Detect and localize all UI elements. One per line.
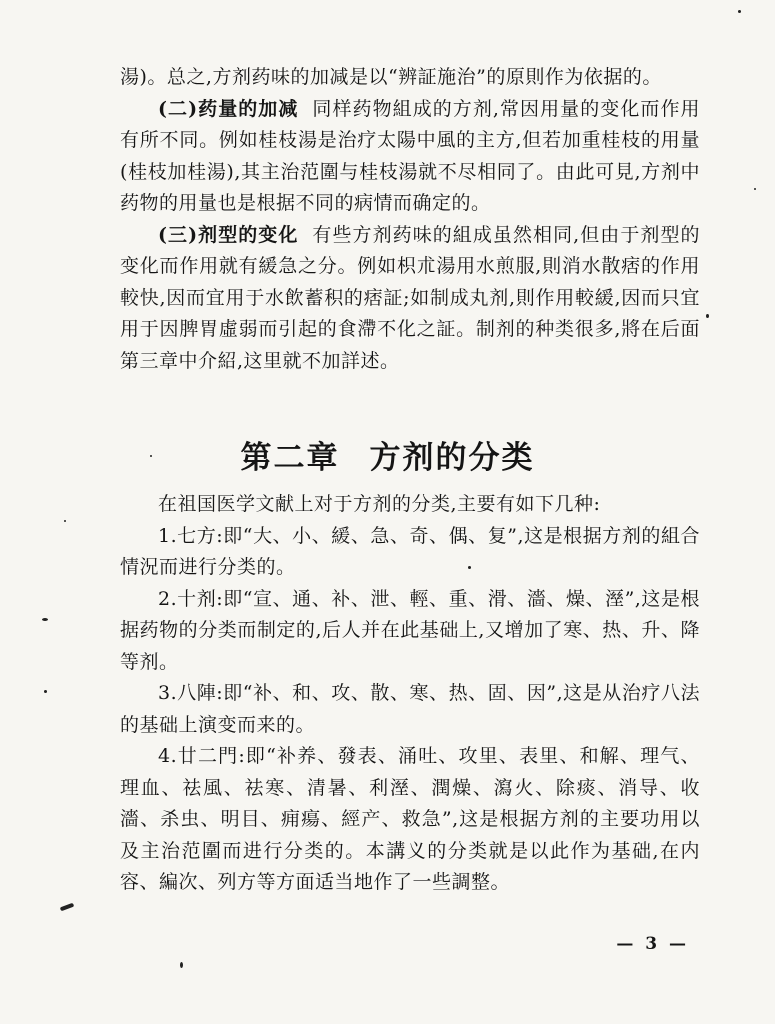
paragraph-dosage xyxy=(120,94,700,220)
paragraph-dosage-body: 同样药物組成的方剂,常因用量的变化而作用有所不同。例如桂枝湯是治疗太陽中風的主方,但若加重桂枝的用量(桂枝加桂湯),其主治范圍与桂枝湯就不尽相同了。由此可見,方剂中药物的用量也是根据不同的病情而确定的。 xyxy=(120,97,700,214)
page-number: — 3 — xyxy=(616,934,689,954)
scan-speck xyxy=(42,618,48,621)
chapter-name: 方剂的分类 xyxy=(369,440,535,476)
chapter-number: 第二章 xyxy=(240,440,340,476)
paragraph-form-body: 有些方剂药味的組成虽然相同,但由于剂型的变化而作用就有緩急之分。例如枳朮湯用水煎服,則消水散痞的作用較快,因而宜用于水飲蓄积的痞証;如制成丸剂,則作用較緩,因而只宜用于因脾胃虛弱而引起的食滯不化之証。制剂的种类很多,將在后面第三章中介紹,这里就不加詳述。 xyxy=(120,223,700,372)
upper-text-block xyxy=(120,62,700,377)
paragraph-intro: 在祖国医学文献上对于方剂的分类,主要有如下几种: xyxy=(158,493,601,515)
paragraph-continuation: 湯)。总之,方剂药味的加减是以“辨証施治”的原則作为依据的。 xyxy=(120,66,662,88)
paragraph-form xyxy=(120,220,700,378)
scan-speck xyxy=(180,962,183,968)
section-heading-form: (三)剂型的变化 xyxy=(158,223,299,246)
scan-speck xyxy=(150,455,152,457)
list-item-ten-preparations: 2.十剂:即“宣、通、补、泄、輕、重、滑、濇、燥、溼”,这是根据药物的分类而制定的,后人并在此基础上,又增加了寒、热、升、降等剂。 xyxy=(120,587,700,673)
scan-speck xyxy=(754,188,756,190)
chapter-title xyxy=(0,432,775,477)
scan-speck xyxy=(468,566,471,569)
scan-speck xyxy=(706,314,709,318)
list-item-twenty-two-categories: 4.廿二門:即“补养、發表、涌吐、攻里、表里、和解、理气、理血、祛風、祛寒、清暑、利溼、潤燥、瀉火、除痰、消导、收濇、杀虫、明目、痈瘍、經产、救急”,这是根据方剂的主要功用以及主治范圍而进行分类的。本講义的分类就是以此作为基础,在内容、編次、列方等方面适当地作了一些調整。 xyxy=(120,745,700,893)
list-item-seven-formulas: 1.七方:即“大、小、緩、急、奇、偶、复”,这是根据方剂的組合情況而进行分类的。 xyxy=(120,524,700,578)
scan-speck xyxy=(44,690,47,693)
lower-text-block xyxy=(120,489,700,899)
list-item-eight-arrays: 3.八陣:即“补、和、攻、散、寒、热、固、因”,这是从治疗八法的基础上演变而来的。 xyxy=(120,682,700,736)
scan-speck xyxy=(64,520,66,522)
scan-speck xyxy=(60,903,75,912)
section-heading-dosage: (二)药量的加减 xyxy=(158,97,299,120)
scan-speck xyxy=(738,10,741,13)
